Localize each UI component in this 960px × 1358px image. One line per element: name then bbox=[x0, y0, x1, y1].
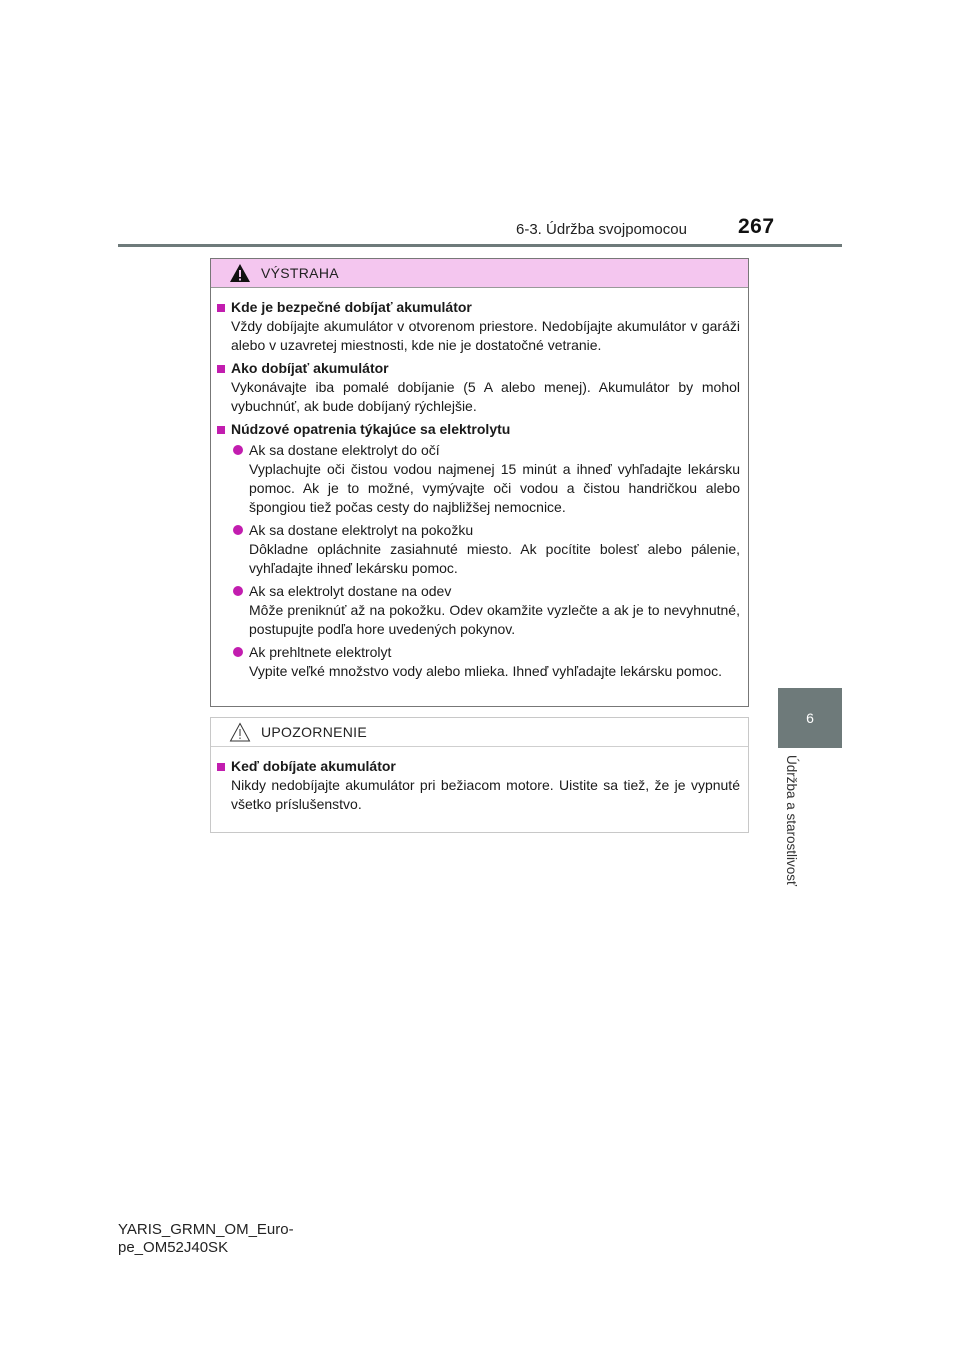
circle-bullet-icon bbox=[233, 525, 243, 535]
bullet-body bbox=[249, 643, 740, 681]
section-text: Vykonávajte iba pomalé dobíjanie (5 A alebo menej). Akumulátor by mohol vybuchnúť, ak bude dobíjaný rýchlejšie. bbox=[231, 379, 740, 414]
chapter-label-text: Údržba a starostlivosť bbox=[784, 755, 799, 887]
square-bullet-icon bbox=[217, 763, 225, 771]
circle-bullet-icon bbox=[233, 586, 243, 596]
section-title: Keď dobíjate akumulátor bbox=[231, 758, 396, 774]
footer-line-2: pe_OM52J40SK bbox=[118, 1239, 229, 1256]
caution-box-body bbox=[211, 747, 748, 814]
square-bullet-icon bbox=[217, 426, 225, 434]
chapter-tab bbox=[778, 688, 842, 748]
caution-box-header bbox=[211, 718, 748, 747]
bullet-body bbox=[249, 441, 740, 517]
bullet-heading: Ak prehltnete elektrolyt bbox=[249, 644, 392, 660]
page-number: 267 bbox=[738, 215, 775, 238]
section-text: Nikdy nedobíjajte akumulátor pri bežiacom motore. Uistite sa tiež, že je vypnuté všetko príslušenstvo. bbox=[231, 777, 740, 812]
caution-section bbox=[217, 757, 740, 814]
document-footer bbox=[118, 1221, 294, 1257]
bullet-body bbox=[249, 521, 740, 578]
section-heading bbox=[217, 298, 740, 317]
warning-section bbox=[217, 420, 740, 681]
bullet-text: Môže preniknúť až na pokožku. Odev okamžite vyzlečte a ak je to nevyhnutné, postupujte podľa hore uvedených pokynov. bbox=[249, 602, 740, 637]
header-section-title: 6-3. Údržba svojpomocou bbox=[516, 221, 687, 238]
warning-triangle-icon bbox=[229, 263, 251, 283]
section-text: Vždy dobíjajte akumulátor v otvorenom priestore. Nedobíjajte akumulátor v garáži alebo v uzavretej miestnosti, kde nie je dostatočné vetranie. bbox=[231, 318, 740, 353]
section-heading bbox=[217, 420, 740, 439]
warning-section bbox=[217, 359, 740, 416]
section-heading bbox=[217, 757, 740, 776]
caution-box bbox=[210, 717, 749, 833]
caution-title: UPOZORNENIE bbox=[261, 724, 367, 740]
chapter-number: 6 bbox=[806, 710, 814, 726]
bullet-text: Vypite veľké množstvo vody alebo mlieka. Ihneď vyhľadajte lekársku pomoc. bbox=[249, 663, 723, 679]
bullet-heading: Ak sa elektrolyt dostane na odev bbox=[249, 583, 452, 599]
section-title: Kde je bezpečné dobíjať akumulátor bbox=[231, 299, 472, 315]
circle-bullet-icon bbox=[233, 647, 243, 657]
warning-box bbox=[210, 258, 749, 707]
bullet-item bbox=[231, 582, 740, 639]
caution-triangle-icon bbox=[229, 722, 251, 742]
section-title: Ako dobíjať akumulátor bbox=[231, 360, 389, 376]
section-title: Núdzové opatrenia týkajúce sa elektrolytu bbox=[231, 421, 511, 437]
warning-title: VÝSTRAHA bbox=[261, 265, 339, 281]
bullet-item bbox=[231, 521, 740, 578]
chapter-side-label bbox=[784, 755, 821, 900]
bullet-body bbox=[249, 582, 740, 639]
footer-line-1: YARIS_GRMN_OM_Euro- bbox=[118, 1221, 294, 1238]
bullet-text: Vyplachujte oči čistou vodou najmenej 15 minút a ihneď vyhľadajte lekársku pomoc. Ak je to možné, vymývajte oči vodou a čistou handričkou alebo špongiou tiež počas cesty do najbližšej nemocnice. bbox=[249, 461, 740, 515]
section-heading bbox=[217, 359, 740, 378]
square-bullet-icon bbox=[217, 365, 225, 373]
bullet-item bbox=[231, 643, 740, 681]
circle-bullet-icon bbox=[233, 445, 243, 455]
bullet-heading: Ak sa dostane elektrolyt do očí bbox=[249, 442, 440, 458]
warning-box-header bbox=[211, 259, 748, 288]
bullet-heading: Ak sa dostane elektrolyt na pokožku bbox=[249, 522, 474, 538]
bullet-text: Dôkladne opláchnite zasiahnuté miesto. Ak pocítite bolesť alebo pálenie, vyhľadajte ihneď lekársku pomoc. bbox=[249, 541, 740, 576]
warning-box-body bbox=[211, 288, 748, 681]
header-rule bbox=[118, 244, 842, 247]
warning-section bbox=[217, 298, 740, 355]
square-bullet-icon bbox=[217, 304, 225, 312]
bullet-item bbox=[231, 441, 740, 517]
